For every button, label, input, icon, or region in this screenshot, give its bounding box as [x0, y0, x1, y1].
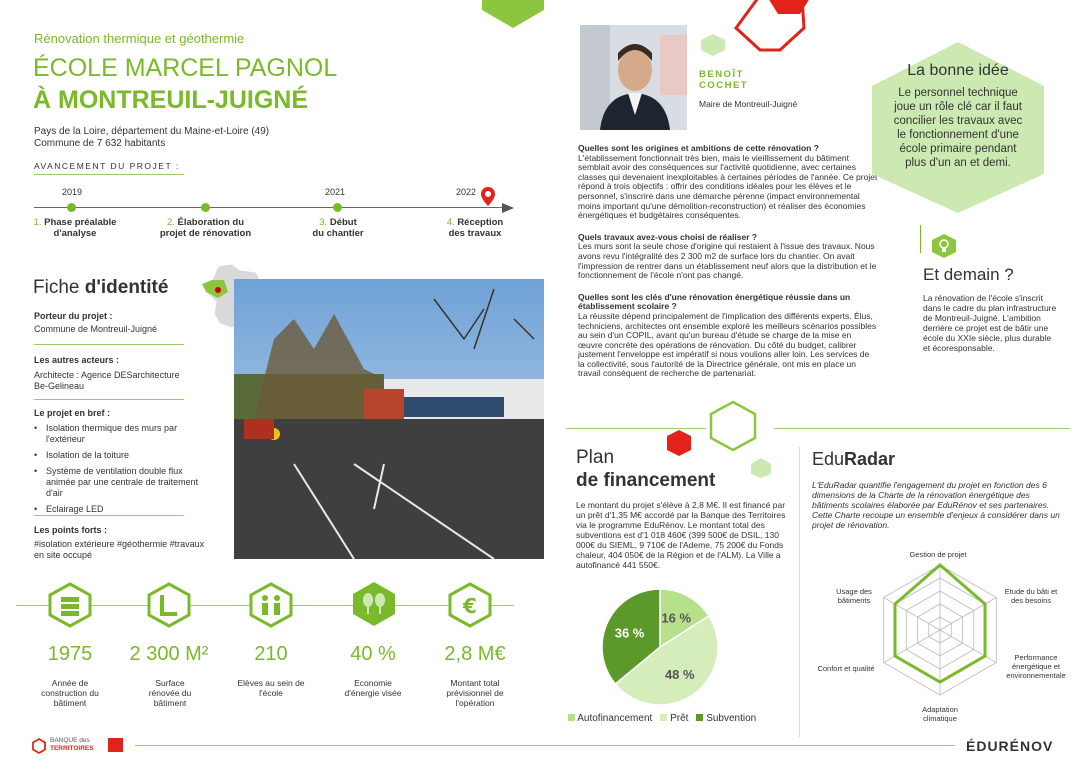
radar-label-adaptation: Adaptation climatique: [922, 705, 958, 723]
location: [34, 126, 269, 150]
acteurs-value: Architecte : Agence DESarchitecture Be-Gelineau: [34, 370, 180, 391]
identity-heading: Fiche d'identité: [33, 277, 169, 298]
forts-label: Les points forts :: [34, 525, 108, 535]
legend-item-pret: Prêt: [660, 713, 688, 724]
kicker: Rénovation thermique et géothermie: [34, 31, 245, 46]
timeline-dot-1: [67, 203, 76, 212]
radar-axis-line: [940, 598, 996, 631]
stat-value-surface: 2 300 M²: [129, 643, 209, 665]
eduradar-chart: [855, 545, 1025, 715]
acteurs-label: Les autres acteurs :: [34, 355, 120, 365]
timeline-dot-2: [201, 203, 210, 212]
bonne-idee-text: Le personnel technique joue un rôle clé car il faut concilier les travaux avec le fonctionnement d'une école primaire pendant plus d'un an et demi.: [893, 87, 1023, 169]
list-item: • Système de ventilation double flux animée par une centrale de traitement d'air: [34, 466, 199, 498]
demain-text: La rénovation de l'école s'inscrit dans le cadre du plan infrastructure de Montreuil-Juigné. L'ambition derrière ce projet est de bâtir une école du XXIe siècle, plus durable et écoresponsable.: [923, 293, 1057, 353]
timeline-step-3: 3. Début du chantier: [312, 217, 364, 239]
list-item: • Isolation thermique des murs par l'extérieur: [34, 423, 178, 444]
mayor-name: BENOÎT COCHET: [699, 69, 749, 91]
legend-item-autofinancement: Autofinancement: [568, 713, 652, 724]
stat-label-year: Année de construction du bâtiment: [41, 678, 99, 708]
answer-3: La réussite dépend principalement de l'implication des différents experts. Élus, techniciens, architectes ont ensemble exploré les meilleurs scénarios possibles au sein d'un COPIL, avant qu'un bureau d'étude se charge de la mise en œuvre concrète des opérations de rénovation. Du côté du budget, calibrer justement l'enveloppe est impératif si nous voulions aller loin. Les services de la collectivité, sous l'autorité de la Directrice générale, ont mis en place un travail conséquent de recherche de partenariat.: [578, 310, 877, 379]
radar-label-etude: Etude du bâti et des besoins: [1004, 587, 1058, 605]
page-title-line1: ÉCOLE MARCEL PAGNOL: [33, 54, 338, 82]
banque-territoires-logo-icon: [32, 738, 46, 754]
legend-item-subvention: Subvention: [696, 713, 756, 724]
euro-icon: [446, 582, 494, 628]
location-line1: Pays de la Loire, département du Maine-et-Loire (49): [34, 126, 270, 137]
section-divider: [774, 428, 1070, 429]
bonne-idee-title: La bonne idée: [907, 62, 1009, 79]
financement-title-light: Plan: [576, 447, 615, 468]
trees-icon: [349, 580, 399, 628]
location-line2: Commune de 7 632 habitants: [34, 138, 166, 149]
decor-hexagons-mid: [665, 398, 785, 478]
page-title-line2: À MONTREUIL-JUIGNÉ: [33, 86, 308, 114]
eduradar-title: EduRadar: [812, 449, 896, 469]
timeline-year-1: 2019: [62, 187, 83, 197]
surface-icon: [145, 582, 193, 628]
timeline-step-1: 1. Phase préalable d'analyse: [33, 217, 117, 239]
radar-label-confort: Confort et qualité: [817, 664, 875, 673]
stat-label-amount: Montant total prévisionnel de l'opération: [446, 678, 504, 708]
lightbulb-icon: [931, 233, 957, 259]
pie-label-2: 36 %: [614, 625, 645, 641]
interview-text: [578, 144, 878, 379]
radar-label-usage: Usage des bâtiments: [836, 587, 872, 605]
banque-territoires-logo: BANQUE des TERRITOIRES: [50, 737, 94, 752]
timeline-dot-3: [333, 203, 342, 212]
radar-label-gestion: Gestion de projet: [909, 550, 967, 559]
svg-text:€: €: [463, 594, 477, 618]
timeline-heading-rule: [34, 174, 184, 175]
stat-label-students: Elèves au sein de l'école: [237, 678, 305, 698]
bref-label: Le projet en bref :: [34, 408, 111, 418]
divider: [34, 344, 184, 345]
students-icon: [247, 582, 295, 628]
location-pin-icon: [480, 186, 496, 208]
edurenov-logo: ÉDURÉNOV: [966, 738, 1054, 754]
timeline-heading: AVANCEMENT DU PROJET :: [34, 161, 180, 171]
timeline-year-3: 2022: [456, 187, 477, 197]
timeline-arrow-icon: [500, 202, 516, 214]
vertical-divider: [799, 447, 800, 737]
porteur-value: Commune de Montreuil-Juigné: [34, 324, 158, 334]
porteur-label: Porteur du projet :: [34, 311, 113, 321]
school-photo: [234, 279, 544, 559]
radar-label-performance: Performance énergétique et environnementale: [1006, 653, 1066, 680]
radar-axis-line: [884, 630, 940, 663]
question-1: Quelles sont les origines et ambitions de cette rénovation ?: [578, 143, 819, 153]
divider: [34, 515, 184, 516]
pie-label-0: 16 %: [661, 610, 692, 626]
caisse-depots-logo-icon: [108, 738, 123, 752]
timeline-step-4: 4. Réception des travaux: [446, 217, 504, 239]
forts-value: #isolation extérieure #géothermie #travaux en site occupé: [34, 539, 205, 560]
question-2: Quels travaux avez-vous choisi de réaliser ?: [578, 231, 758, 242]
answer-1: L'établissement fonctionnait très bien, mais le vieillissement du bâtiment semblait avoir des conséquences sur l'activité quotidienne, avec certaines classes qui devenaient inexploitables à certaines périodes de l'année. Ce projet répond à trois objectifs : offrir des conditions idéales pour les élèves et le personnel, s'inscrire dans une démarche pérenne (impact environnemental moins important qu'une démolition-reconstruction) et réaliser des économies énergétiques et budgétaires conséquentes.: [578, 152, 878, 221]
timeline-step-2: 2. Élaboration du projet de rénovation: [159, 217, 252, 239]
stat-value-students: 210: [254, 643, 288, 665]
radar-axis-line: [884, 598, 940, 631]
pie-label-1: 48 %: [664, 667, 695, 683]
answer-2: Les murs sont la seule chose d'origine qui restaient à l'issue des travaux. Nous avons revu l'intégralité des 2 300 m2 de surface lors du chantier. On avait l'impression de rentrer dans un établissement neuf alors que la distribution et le fonctionnement de l'école n'ont pas changé.: [578, 241, 877, 281]
pie-legend: [568, 713, 756, 724]
timeline-year-2: 2021: [325, 187, 346, 197]
stat-value-amount: 2,8 M€: [444, 643, 506, 665]
eduradar-text: L'EduRadar quantifie l'engagement du projet en fonction des 6 dimensions de la Charte de la rénovation énergétique des bâtiments scolaires élaborée par EduRénov et ses partenaires. Cette Charte recoupe un ensemble d'enjeux à considérer dans un projet de rénovation.: [812, 480, 1060, 530]
financing-pie-chart: [595, 585, 735, 715]
financement-text: Le montant du projet s'élève à 2,8 M€. Il est financé par un prêt d'1,35 M€ accordé par la Banque des Territoires via le programme EduRénov. Le montant total des subventions est d'1 018 460€ (399 500€ de DSIL, 130 000€ du SIEML, 9 710€ de l'Ademe, 75 200€ du Fonds chaleur, 404 050€ de la Région et de l'ALM). La Ville a autofinancé 441 550€.: [576, 500, 786, 570]
timeline-line: [34, 207, 510, 208]
bref-list: [34, 423, 204, 515]
brick-wall-icon: [46, 582, 94, 628]
small-hexagon-shape: [700, 33, 726, 57]
green-hexagon-shape: [482, 0, 544, 28]
list-item: • Eclairage LED: [34, 504, 104, 514]
stat-label-energy: Economie d'énergie visée: [344, 678, 402, 698]
stat-value-year: 1975: [47, 643, 93, 665]
mayor-portrait: [580, 25, 687, 130]
divider: [34, 399, 184, 400]
mayor-role: Maire de Montreuil-Juigné: [699, 99, 798, 109]
stat-value-energy: 40 %: [350, 643, 396, 665]
radar-axis-line: [940, 630, 996, 663]
question-3: Quelles sont les clés d'une rénovation énergétique réussie dans un établissement scolaire ?: [578, 291, 851, 312]
list-item: • Isolation de la toiture: [34, 450, 130, 460]
financement-title-bold: de financement: [576, 470, 716, 491]
stat-label-surface: Surface rénovée du bâtiment: [148, 678, 192, 708]
footer-rule: [135, 745, 955, 746]
demain-title: Et demain ?: [923, 265, 1014, 284]
demain-line: [920, 225, 921, 253]
